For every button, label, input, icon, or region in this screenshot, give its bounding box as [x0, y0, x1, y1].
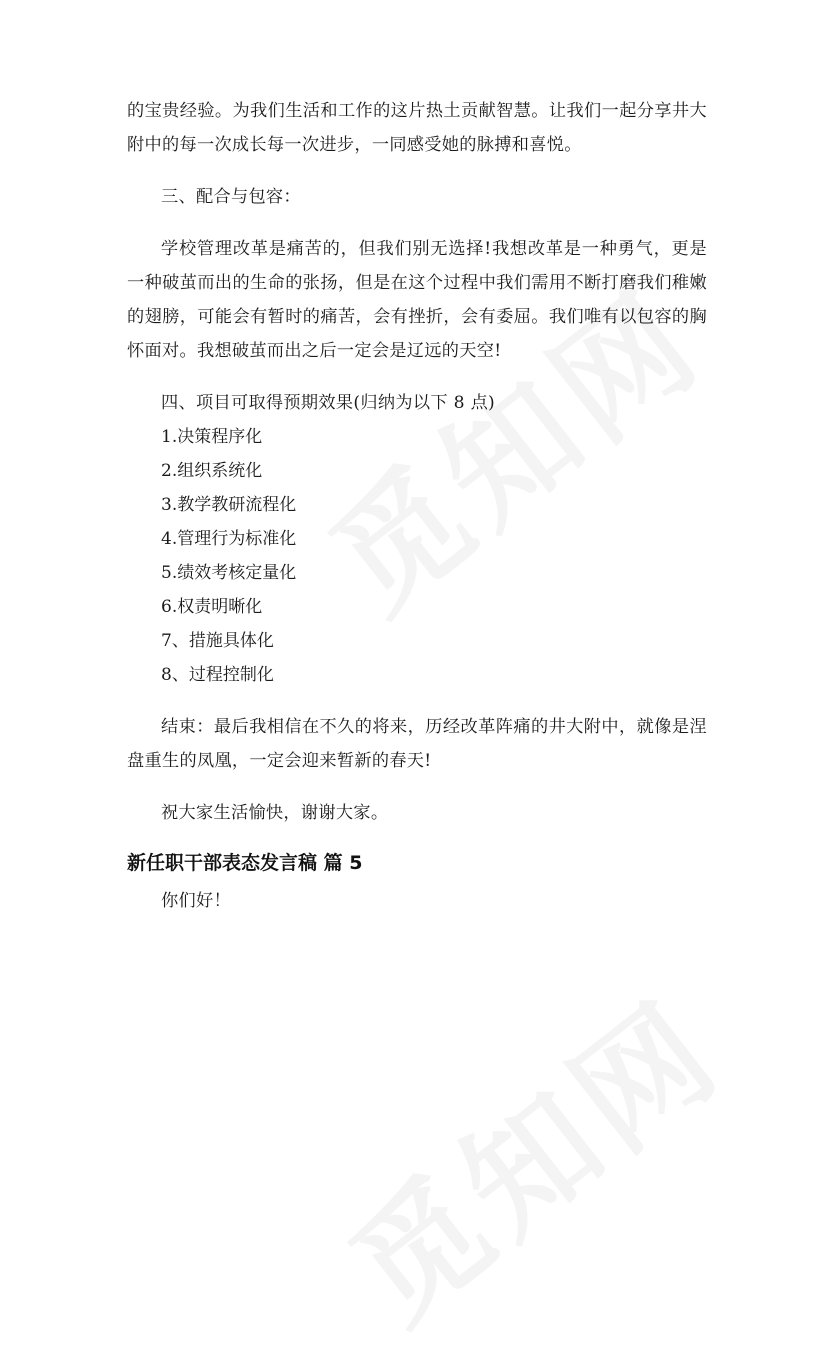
- heading-cooperation: 三、配合与包容：: [161, 187, 301, 207]
- section-title: 新任职干部表态发言稿 篇 5: [127, 852, 363, 874]
- greeting: 你们好！: [161, 891, 231, 911]
- list-item: 6.权责明晰化: [161, 597, 263, 617]
- list-item: 5.绩效考核定量化: [161, 563, 297, 583]
- conclusion-paragraph: 结束：最后我相信在不久的将来，历经改革阵痛的井大附中，就像是涅盘重生的凤凰，一定会迎来暂新的春天!: [127, 717, 707, 771]
- list-item: 1.决策程序化: [161, 427, 263, 447]
- closing-line: 祝大家生活愉快，谢谢大家。: [161, 803, 389, 823]
- document-body: [127, 94, 707, 918]
- effects-list: [127, 420, 707, 692]
- paragraph-reform: 学校管理改革是痛苦的，但我们别无选择!我想改革是一种勇气，更是一种破茧而出的生命的张扬，但是在这个过程中我们需用不断打磨我们稚嫩的翅膀，可能会有暂时的痛苦，会有挫折，会有委屈。我们唯有以包容的胸怀面对。我想破茧而出之后一定会是辽远的天空!: [127, 239, 707, 361]
- list-item: 7、措施具体化: [161, 631, 274, 651]
- heading-expected-effects: 四、项目可取得预期效果(归纳为以下 8 点): [161, 393, 496, 413]
- list-item: 8、过程控制化: [161, 665, 274, 685]
- list-item: 4.管理行为标准化: [161, 529, 297, 549]
- list-item: 3.教学教研流程化: [161, 495, 297, 515]
- watermark: [307, 951, 753, 1356]
- intro-paragraph: 的宝贵经验。为我们生活和工作的这片热土贡献智慧。让我们一起分享井大附中的每一次成长每一次进步，一同感受她的脉搏和喜悦。: [127, 101, 707, 155]
- list-item: 2.组织系统化: [161, 461, 263, 481]
